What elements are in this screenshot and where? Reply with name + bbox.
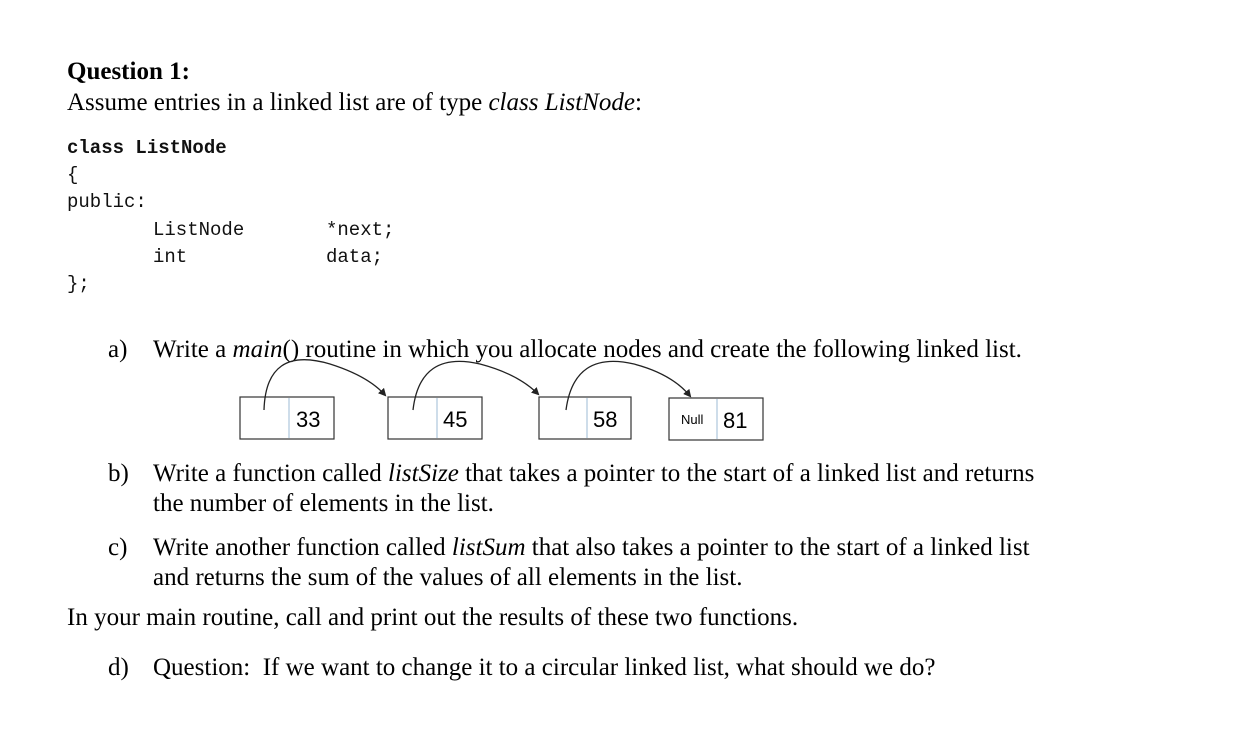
code-data-member: data;: [326, 246, 384, 268]
item-c-prefix: Write another function called: [153, 534, 452, 561]
code-next-member: *next;: [326, 219, 395, 241]
item-a-label: a): [108, 336, 128, 363]
list-node: [240, 397, 334, 439]
intro-class-name: class ListNode: [488, 89, 635, 116]
node-box: [388, 397, 482, 439]
item-b-suffix: that takes a pointer to the start of a linked list and returns: [458, 460, 1035, 487]
item-b-text: [153, 459, 1034, 519]
code-class-declaration: class ListNode: [67, 137, 227, 159]
code-public-keyword: public:: [67, 191, 147, 213]
code-open-brace: {: [67, 164, 79, 186]
node-value: 33: [296, 407, 321, 432]
pointer-arrow: [264, 360, 385, 410]
item-a-prefix: Write a: [153, 336, 233, 363]
item-c-text: [153, 533, 1030, 593]
code-next-type: ListNode: [153, 219, 245, 241]
item-a-suffix: () routine in which you allocate nodes and create the following linked list.: [282, 336, 1022, 363]
item-c-emphasis: listSum: [451, 534, 526, 561]
list-node: [388, 397, 482, 439]
closing-instruction: In your main routine, call and print out the results of these two functions.: [67, 604, 799, 631]
question-title: Question 1:: [67, 58, 190, 85]
item-c-line-2: and returns the sum of the values of all elements in the list.: [153, 564, 743, 591]
item-b-label: b): [108, 460, 129, 487]
node-null-pointer: Null: [681, 412, 704, 427]
item-c-suffix: that also takes a pointer to the start of a linked list: [525, 534, 1030, 561]
list-node: [669, 398, 763, 440]
item-a-emphasis: main: [232, 336, 283, 363]
item-c-label: c): [108, 534, 128, 561]
intro-colon: :: [634, 89, 642, 116]
item-c-line-1: [153, 533, 1030, 563]
node-value: 45: [443, 407, 468, 432]
item-b-emphasis: listSize: [388, 460, 459, 487]
code-data-type: int: [153, 246, 188, 268]
intro-text: Assume entries in a linked list are of type: [67, 89, 489, 116]
item-b-line-1: [153, 459, 1034, 489]
code-close-brace: };: [67, 273, 90, 295]
item-b-prefix: Write a function called: [153, 460, 388, 487]
node-value: 81: [723, 408, 748, 433]
item-d-text: Question: If we want to change it to a circular linked list, what should we do?: [153, 654, 936, 681]
item-d-label: d): [108, 654, 129, 681]
pointer-arrow: [413, 361, 538, 410]
item-b-line-2: the number of elements in the list.: [153, 490, 494, 517]
node-value: 58: [593, 407, 618, 432]
list-node: [539, 397, 631, 439]
pointer-arrow: [566, 361, 690, 410]
